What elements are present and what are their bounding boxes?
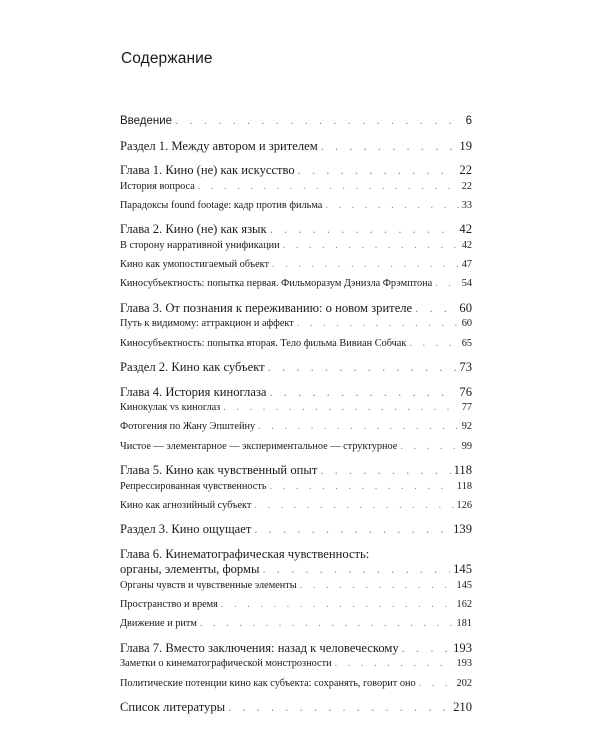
- toc-entry-label: Органы чувств и чувственные элементы: [120, 579, 297, 591]
- toc-entry-page: 77: [461, 402, 472, 414]
- dot-leader: [320, 464, 450, 477]
- toc-entry: [120, 223, 472, 236]
- toc-entry-page: 47: [461, 259, 472, 271]
- dot-leader: [300, 581, 454, 591]
- toc-entry-label: Глава 6. Кинематографическая чувственность:: [120, 546, 370, 561]
- toc-entry-page: 65: [461, 337, 472, 349]
- dot-leader: [175, 116, 463, 128]
- toc-entry: [120, 319, 472, 329]
- toc-entry: [120, 241, 472, 251]
- dot-leader: [415, 302, 456, 315]
- toc-entry: [120, 642, 472, 655]
- toc-entry-page: 193: [456, 658, 472, 670]
- dot-leader: [298, 164, 457, 177]
- toc-entry-page: 193: [453, 640, 472, 655]
- toc-entry: [120, 501, 472, 511]
- toc-entry: [120, 164, 472, 177]
- toc-entry-page: 118: [453, 463, 472, 478]
- toc-entry-label: Кино как агнозийный субъект: [120, 499, 252, 511]
- toc-entry: [120, 619, 472, 629]
- dot-leader: [283, 241, 459, 251]
- toc-entry-page: 22: [461, 180, 472, 192]
- toc-entry-page: 126: [456, 499, 472, 511]
- dot-leader: [270, 482, 454, 492]
- toc-entry-page: 145: [456, 579, 472, 591]
- dot-leader: [258, 422, 459, 432]
- dot-leader: [400, 442, 458, 452]
- dot-leader: [325, 201, 458, 211]
- toc-entry-label: Раздел 3. Кино ощущает: [120, 522, 252, 537]
- toc-entry-page: 210: [453, 699, 472, 714]
- toc-entry-page: 145: [453, 561, 472, 576]
- toc-entry: [120, 701, 472, 714]
- dot-leader: [419, 679, 454, 689]
- toc-entry: [120, 339, 472, 349]
- dot-leader: [221, 600, 454, 610]
- toc-entry-page: 42: [459, 222, 472, 237]
- toc-entry: [120, 260, 472, 270]
- toc-entry: [120, 182, 472, 192]
- toc-entry-page: 19: [459, 138, 472, 153]
- toc-entry-label: Заметки о кинематографической монстрозности: [120, 658, 332, 670]
- toc-entry-page: 60: [459, 300, 472, 315]
- toc-entry-label: Движение и ритм: [120, 618, 197, 630]
- toc-entry: [120, 442, 472, 452]
- dot-leader: [269, 386, 456, 399]
- toc-entry-page: 6: [465, 115, 472, 127]
- toc-entry-label: Раздел 2. Кино как субъект: [120, 359, 265, 374]
- dot-leader: [254, 523, 450, 536]
- toc-entry-label: Введение: [120, 115, 173, 127]
- toc-entry-label: В сторону нарративной унификации: [120, 239, 280, 251]
- toc-entry-label: Раздел 1. Между автором и зрителем: [120, 138, 318, 153]
- dot-leader: [262, 562, 450, 577]
- toc-entry-label: Глава 5. Кино как чувственный опыт: [120, 463, 318, 478]
- toc-entry-label: Чистое — элементарное — экспериментальное — структурное: [120, 440, 398, 452]
- toc-entry-label: История вопроса: [120, 180, 195, 192]
- toc-entry-page: 60: [461, 318, 472, 330]
- dot-leader: [254, 501, 453, 511]
- toc-entry: [120, 600, 472, 610]
- toc-entry-label: Парадоксы found footage: кадр против фильма: [120, 199, 323, 211]
- dot-leader: [435, 279, 458, 289]
- toc-entry: [120, 302, 472, 315]
- toc-entry-label: Список литературы: [120, 699, 226, 714]
- toc-entry: [120, 140, 472, 153]
- toc-entry-label: Киносубъектность: попытка первая. Фильморазум Дэнизла Фрэмптона: [120, 278, 433, 290]
- toc-entry: [120, 403, 472, 413]
- toc-entry-page: 76: [459, 384, 472, 399]
- toc-entry: [120, 279, 472, 289]
- toc-entry: [120, 581, 472, 591]
- dot-leader: [321, 140, 457, 153]
- toc-entry: [120, 116, 472, 128]
- dot-leader: [409, 339, 458, 349]
- toc-entry-label: Пространство и время: [120, 599, 218, 611]
- toc-entry-label: Репрессированная чувственность: [120, 480, 267, 492]
- toc-entry-page: 202: [456, 677, 472, 689]
- toc-entry: [120, 464, 472, 477]
- toc-entry: [120, 523, 472, 536]
- toc-entry-label: Фотогения по Жану Эпштейну: [120, 421, 256, 433]
- toc-entry: [120, 547, 472, 577]
- toc-entry: [120, 361, 472, 374]
- page-title: Содержание: [121, 50, 213, 67]
- toc-entry-page: 54: [461, 278, 472, 290]
- toc-entry: [120, 422, 472, 432]
- toc-entry: [120, 659, 472, 669]
- toc-entry-page: 99: [461, 440, 472, 452]
- toc-entry-page: 73: [459, 359, 472, 374]
- toc-entry: [120, 482, 472, 492]
- dot-leader: [297, 319, 459, 329]
- toc-entry-page: 139: [453, 522, 472, 537]
- toc-entry-label: Глава 2. Кино (не) как язык: [120, 222, 267, 237]
- toc-entry-label: Киносубъектность: попытка вторая. Тело фильма Вивиан Собчак: [120, 337, 407, 349]
- toc-entry-page: 118: [456, 480, 472, 492]
- toc-entry-page: 162: [456, 599, 472, 611]
- dot-leader: [272, 260, 459, 270]
- toc-entry-label: Глава 4. История киноглаза: [120, 384, 267, 399]
- toc-entry-page: 22: [459, 163, 472, 178]
- toc-entry-label: Глава 1. Кино (не) как искусство: [120, 163, 295, 178]
- toc-entry-page: 33: [461, 199, 472, 211]
- dot-leader: [268, 361, 457, 374]
- toc-entry: [120, 386, 472, 399]
- dot-leader: [228, 701, 450, 714]
- toc-entry-label-continued: органы, элементы, формы: [120, 561, 260, 576]
- toc-entry-page: 42: [461, 239, 472, 251]
- dot-leader: [200, 619, 454, 629]
- toc-entry: [120, 679, 472, 689]
- toc-entry-page: 181: [456, 618, 472, 630]
- toc-entry-label: Политические потенции кино как субъекта: сохранять, говорит оно: [120, 677, 416, 689]
- toc-entry-label: Кино как умопостигаемый объект: [120, 259, 270, 271]
- dot-leader: [335, 659, 454, 669]
- dot-leader: [223, 403, 458, 413]
- table-of-contents: [120, 116, 472, 713]
- toc-entry-page: 92: [461, 421, 472, 433]
- dot-leader: [198, 182, 459, 192]
- dot-leader: [402, 642, 450, 655]
- toc-entry-label: Глава 3. От познания к переживанию: о новом зрителе: [120, 300, 413, 315]
- toc-entry-label: Путь к видимому: аттракцион и аффект: [120, 318, 294, 330]
- toc-entry-label: Кинокулак vs киноглаз: [120, 402, 221, 414]
- toc-entry: [120, 201, 472, 211]
- dot-leader: [270, 223, 457, 236]
- toc-entry-label: Глава 7. Вместо заключения: назад к человеческому: [120, 640, 399, 655]
